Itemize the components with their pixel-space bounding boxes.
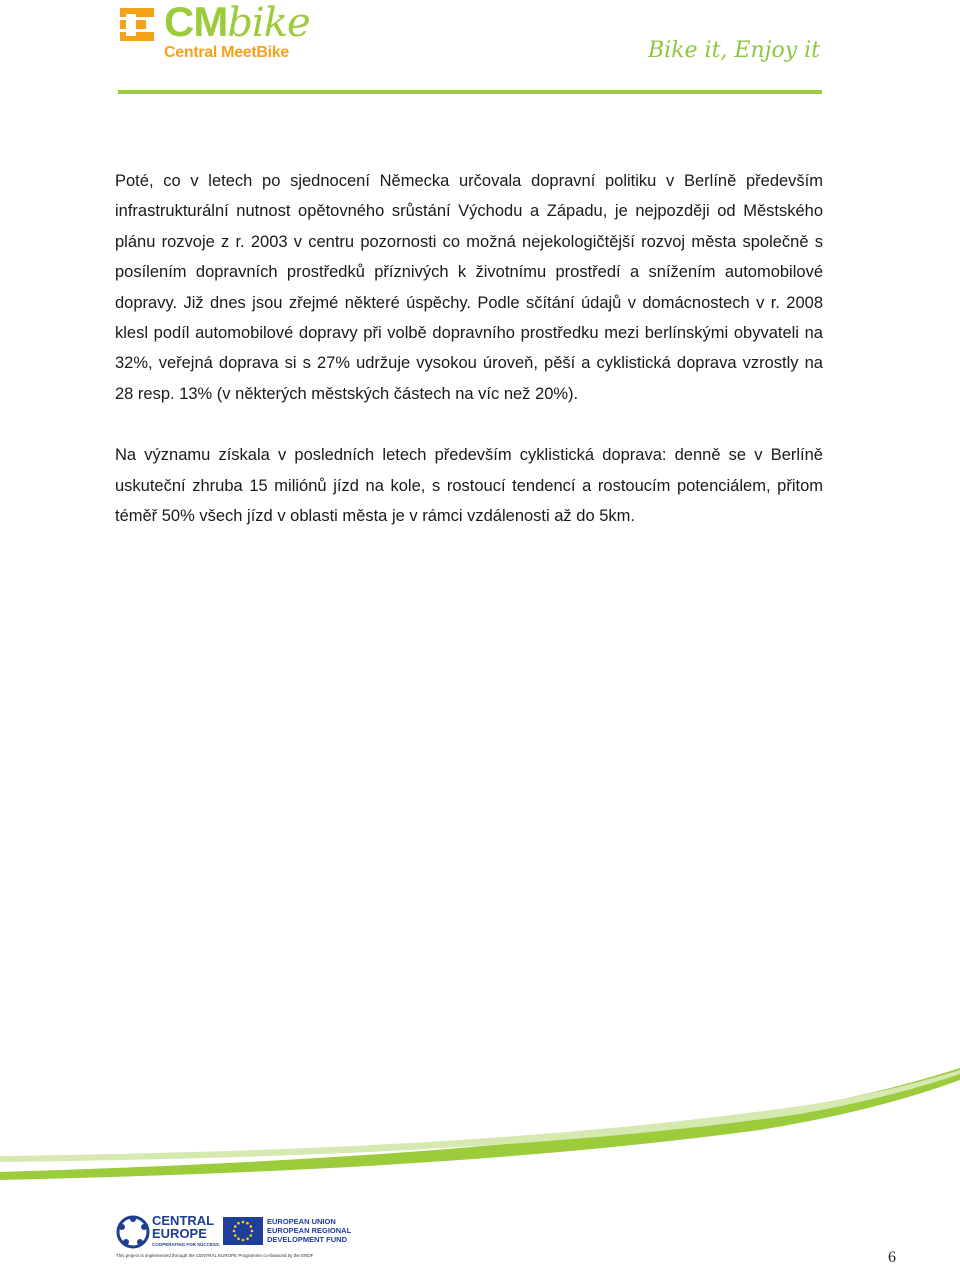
central-europe-tagline: COOPERATING FOR SUCCESS. [152, 1242, 221, 1247]
logo-subtitle: Central MeetBike [164, 44, 290, 61]
footer-wave-decoration [0, 1060, 960, 1180]
body-text [115, 166, 823, 562]
sponsor-logos [110, 1205, 352, 1261]
page-number: 6 [888, 1249, 896, 1266]
central-europe-line2: EUROPE [152, 1226, 207, 1241]
cmbike-logo-icon [120, 6, 162, 42]
eu-text-line1: EUROPEAN UNION [267, 1217, 336, 1226]
paragraph: Na významu získala v posledních letech především cyklistická doprava: denně se v Berlíně uskuteční zhruba 15 miliónů jízd na kole, s rostoucí tendencí a rostoucím potenciálem, přitom téměř 50% všech jízd v oblasti města je v rámci vzdálenosti až do 5km. [115, 446, 823, 526]
eu-fund-text [267, 1217, 351, 1244]
central-europe-logo-text [152, 1214, 214, 1240]
logo-wordmark-bike: bike [227, 0, 310, 46]
eu-text-line3: DEVELOPMENT FUND [267, 1235, 348, 1244]
page-header [0, 0, 960, 100]
paragraph: Poté, co v letech po sjednocení Německa určovala dopravní politiku v Berlíně především infrastrukturální nutnost opětovného srůstání Východu a Západu, je nejpozději od Městského plánu rozvoje z r. 2003 v centru pozornosti co možná nejekologičtější rozvoj města společně s posílením dopravních prostředků příznivých k životnímu prostředí a snížením automobilové dopravy. Již dnes jsou zřejmé některé úspěchy. Podle sčítání údajů v domácnostech v r. 2008 klesl podíl automobilové dopravy při volbě dopravního prostředku mezi berlínskými obyvateli na 32%, veřejná doprava si s 27% udržuje vysokou úroveň, pěší a cyklistická doprava vzrostly na 28 resp. 13% (v některých městských částech na víc než 20%). [115, 172, 823, 403]
eu-flag-icon [223, 1217, 263, 1245]
logo-wordmark-cm: CM [164, 0, 228, 45]
central-europe-logo-icon [116, 1215, 150, 1249]
sponsor-note: This project is implemented through the CENTRAL EUROPE Programme co-financed by the ERDF [116, 1253, 314, 1258]
logo-wordmark [164, 0, 310, 46]
eu-text-line2: EUROPEAN REGIONAL [267, 1226, 352, 1235]
cmbike-logo [120, 2, 310, 64]
central-europe-line1: CENTRAL [152, 1213, 215, 1228]
header-slogan: Bike it, Enjoy it [647, 38, 820, 63]
header-divider [118, 90, 822, 94]
